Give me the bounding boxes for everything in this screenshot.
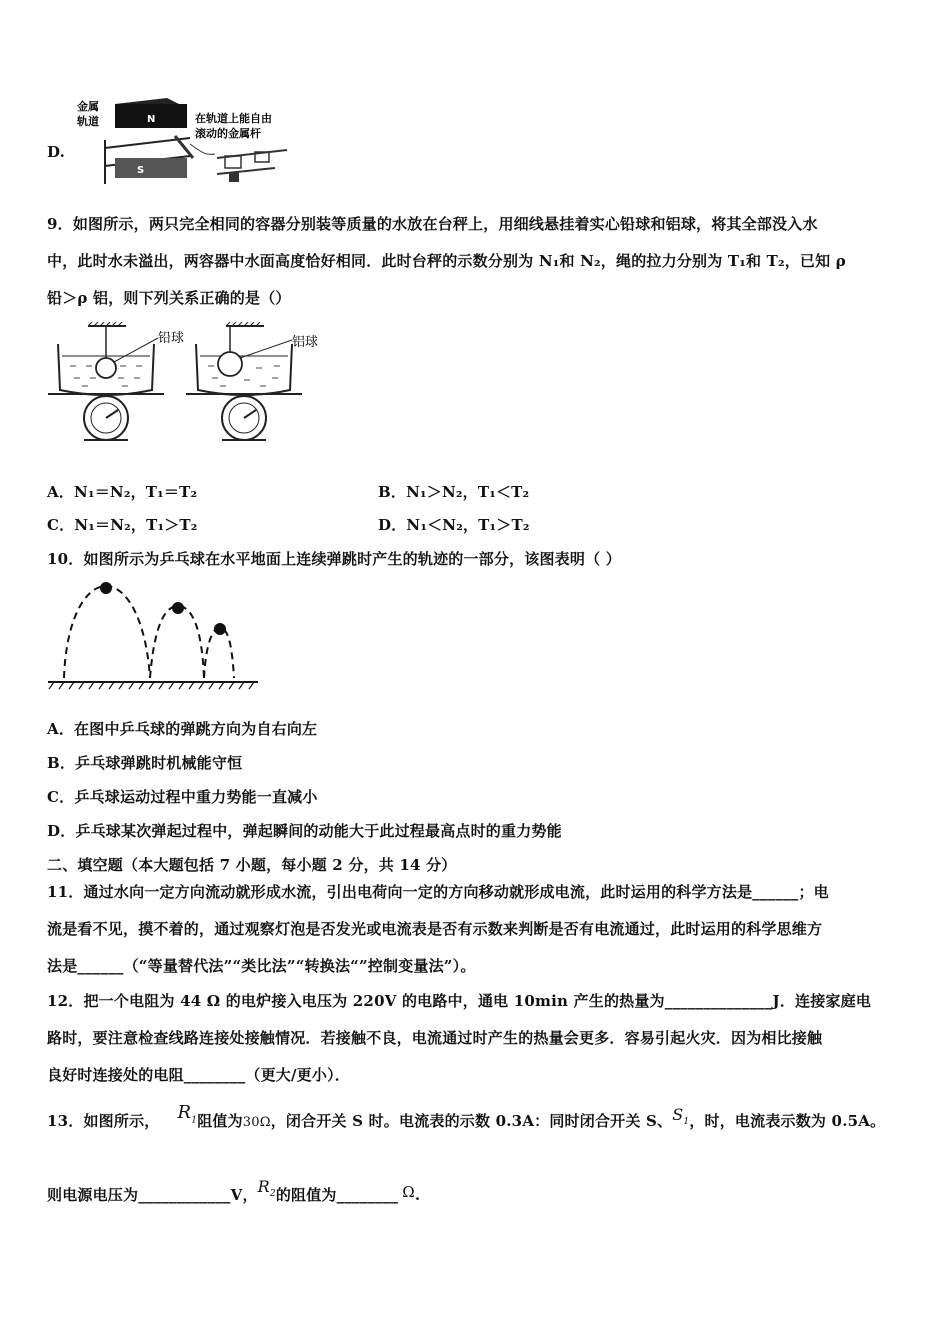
q11-line1: 11．通过水向一定方向流动就形成水流，引出电荷向一定的方向移动就形成电流，此时运用的科学方法是______；电 (47, 883, 829, 901)
q9-option-d: D．N₁＜N₂，T₁＞T₂ (378, 516, 530, 534)
ball-2 (172, 602, 184, 614)
ball-3 (214, 623, 226, 635)
q8-rail-figure (75, 96, 290, 188)
r1-symbol: $R_1$ (177, 1102, 198, 1126)
q11-line3: 法是______（“等量替代法”“类比法”“转换法“”控制变量法”）。 (47, 957, 476, 975)
q12-line3: 良好时连接处的电阻________（更大/更小）． (47, 1066, 350, 1084)
q13-text-4: ，时，电流表示数为 0.5A。 (689, 1112, 886, 1130)
ohm-unit: Ω (402, 1183, 415, 1201)
q9-scales-figure (46, 322, 326, 447)
q13-line1 (47, 1102, 886, 1134)
q10-option-b: B．乒乓球弹跳时机械能守恒 (47, 754, 243, 772)
q13-text-3: ，闭合开关 S 时。电流表的示数 0.3A：同时闭合开关 S、 (270, 1112, 673, 1130)
q13-text-5: 则电源电压为____________V， (47, 1186, 258, 1204)
rod-pointer (190, 144, 215, 154)
rail-label-2: 轨道 (77, 115, 99, 128)
q13-text-1: 13．如图所示， (47, 1112, 160, 1130)
ball-1 (100, 582, 112, 594)
q10-bounce-figure (46, 578, 262, 690)
r2-symbol: $R_2$ (257, 1177, 276, 1200)
q8-option-d-label: D. (47, 143, 66, 161)
arc-3 (204, 628, 234, 678)
q9-option-b: B．N₁＞N₂，T₁＜T₂ (378, 483, 530, 501)
side-rail (217, 150, 287, 158)
side-foot (229, 172, 239, 182)
q9-option-c: C．N₁＝N₂，T₁＞T₂ (47, 516, 198, 534)
s1-symbol: $S_1$ (672, 1105, 690, 1128)
q12-line2: 路时，要注意检查线路连接处接触情况．若接触不良，电流通过时产生的热量会更多．容易引起火灾．因为相比接触 (47, 1029, 823, 1047)
arc-1 (64, 586, 150, 678)
q10-option-a: A．在图中乒乓球的弹跳方向为自右向左 (47, 720, 318, 738)
q9-stem-line3: 铅＞ρ 铝，则下列关系正确的是（） (47, 289, 291, 307)
magnet-s-letter: S (137, 165, 145, 176)
q13-line2 (47, 1177, 421, 1207)
q10-stem: 10．如图所示为乒乓球在水平地面上连续弹跳时产生的轨迹的一部分，该图表明（ ） (47, 550, 621, 568)
rod-label-1: 在轨道上能自由 (195, 112, 272, 125)
rod-label-2: 滚动的金属杆 (195, 127, 261, 140)
q9-option-a: A．N₁＝N₂，T₁＝T₂ (47, 483, 198, 501)
q13-text-6: 的阻值为________ (275, 1186, 399, 1204)
q9-stem-line1: 9．如图所示，两只完全相同的容器分别装等质量的水放在台秤上，用细线悬挂着实心铅球和铝球，将其全部没入水 (47, 215, 818, 233)
lead-ball-label: 铅球 (158, 331, 185, 346)
side-base (217, 168, 275, 174)
q11-line2: 流是看不见，摸不着的，通过观察灯泡是否发光或电流表是否有示数来判断是否有电流通过，此时运用的科学思维方 (47, 920, 823, 938)
ground-hatching (49, 682, 254, 689)
aluminum-ball-label: 铝球 (292, 335, 319, 350)
r1-value: 30Ω (242, 1115, 271, 1130)
q13-text-2: 阻值为 (197, 1112, 243, 1130)
q13-text-7: . (414, 1186, 421, 1204)
magnet-s-block (115, 158, 187, 178)
arc-2 (150, 606, 204, 678)
section-2-heading: 二、填空题（本大题包括 7 小题，每小题 2 分，共 14 分） (47, 856, 457, 874)
q10-option-c: C．乒乓球运动过程中重力势能一直减小 (47, 788, 318, 806)
magnet-n-letter: N (147, 114, 156, 125)
q9-stem-line2: 中，此时水未溢出，两容器中水面高度恰好相同．此时台秤的示数分别为 N₁和 N₂，绳的拉力分别为 T₁和 T₂，已知 ρ (47, 252, 846, 270)
rail-label-1: 金属 (77, 100, 99, 113)
right-apparatus (186, 322, 318, 440)
q12-line1: 12．把一个电阻为 44 Ω 的电炉接入电压为 220V 的电路中，通电 10min 产生的热量为______________J．连接家庭电 (47, 992, 872, 1010)
left-apparatus (48, 322, 184, 440)
q10-option-d: D．乒乓球某次弹起过程中，弹起瞬间的动能大于此过程最高点时的重力势能 (47, 822, 562, 840)
